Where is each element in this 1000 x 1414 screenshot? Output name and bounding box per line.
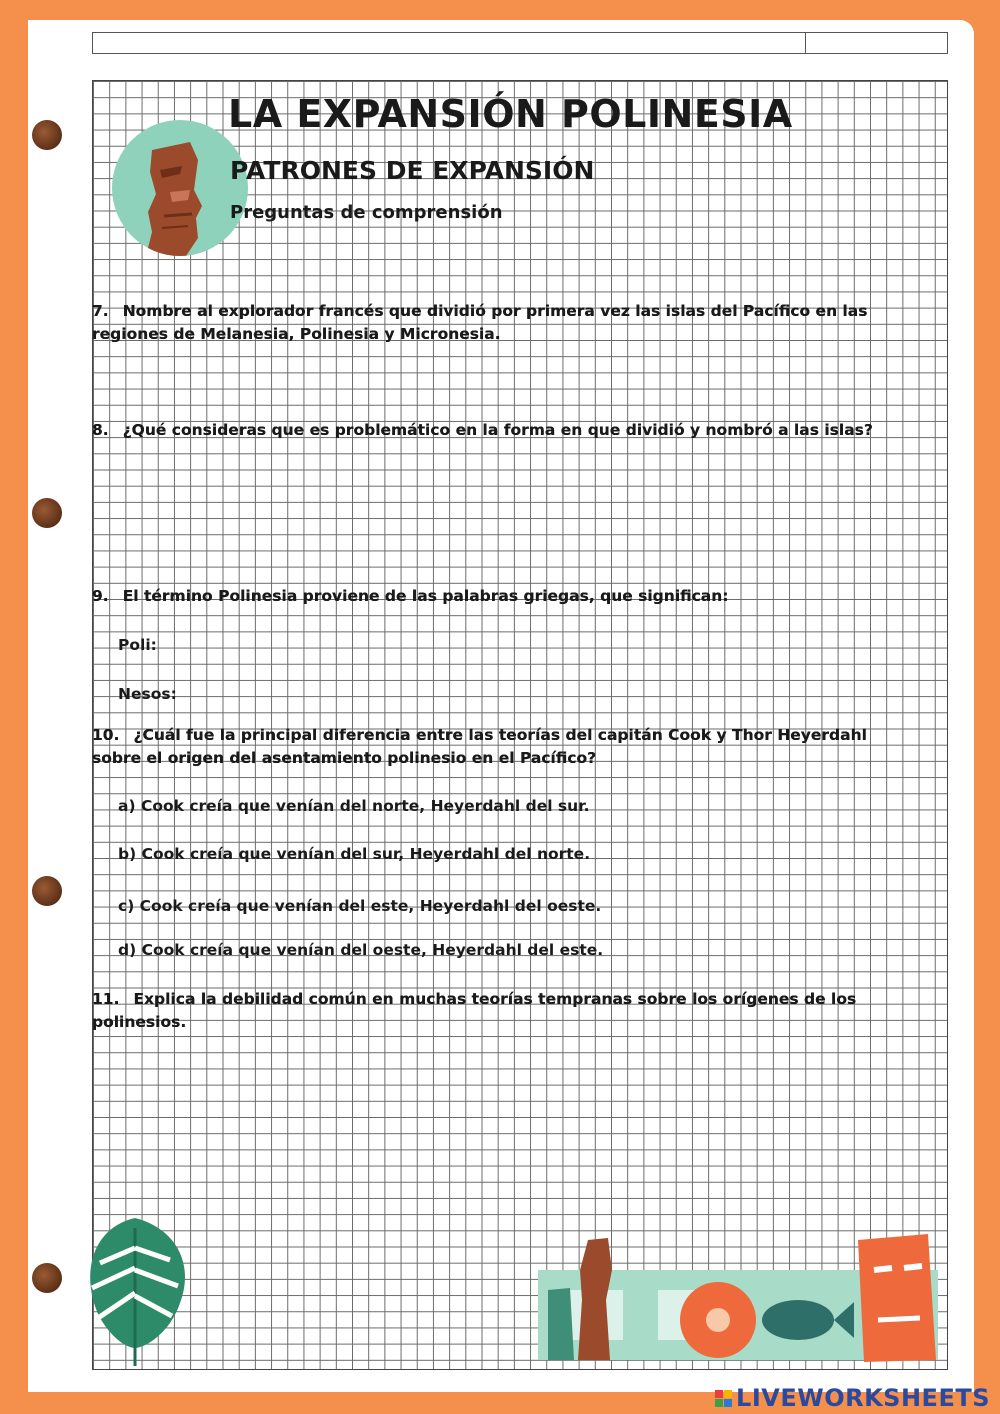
tiki-decoration-icon <box>508 1210 948 1379</box>
question-8 <box>92 419 882 442</box>
question-text: ¿Qué consideras que es problemático en la forma en que dividió y nombró a las islas? <box>122 421 873 439</box>
question-number: 8. <box>92 421 109 439</box>
question-number: 9. <box>92 587 109 605</box>
binder-hole <box>32 876 62 906</box>
question-number: 11. <box>92 990 120 1008</box>
page-title: LA EXPANSIÓN POLINESIA <box>228 92 793 136</box>
moai-icon <box>112 120 248 256</box>
question-7 <box>92 300 882 346</box>
question-number: 7. <box>92 302 109 320</box>
section-heading: Preguntas de comprensión <box>230 202 503 223</box>
binder-hole <box>32 498 62 528</box>
question-text: El término Polinesia proviene de las palabras griegas, que significan: <box>122 587 729 605</box>
question-9 <box>92 585 882 608</box>
brand-mark-icon <box>715 1390 732 1407</box>
binder-hole <box>32 1263 62 1293</box>
q10-option-d[interactable]: d) Cook creía que venían del oeste, Heyerdahl del este. <box>118 941 604 959</box>
worksheet-page <box>28 20 974 1392</box>
question-text: ¿Cuál fue la principal diferencia entre las teorías del capitán Cook y Thor Heyerdahl sobre el origen del asentamiento polinesio en el Pacífico? <box>92 726 867 767</box>
q9-item-poli: Poli: <box>118 636 157 654</box>
q9-item-nesos: Nesos: <box>118 685 177 703</box>
strip-divider <box>805 33 806 53</box>
q10-option-b[interactable]: b) Cook creía que venían del sur, Heyerdahl del norte. <box>118 845 591 863</box>
liveworksheets-logo <box>715 1384 990 1412</box>
question-11 <box>92 988 882 1034</box>
brand-name: LIVEWORKSHEETS <box>736 1384 990 1412</box>
question-text: Nombre al explorador francés que dividió por primera vez las islas del Pacífico en las regiones de Melanesia, Polinesia y Micronesia. <box>92 302 868 343</box>
q10-option-a[interactable]: a) Cook creía que venían del norte, Heyerdahl del sur. <box>118 797 590 815</box>
question-10 <box>92 724 882 770</box>
binder-hole <box>32 120 62 150</box>
q10-option-c[interactable]: c) Cook creía que venían del este, Heyerdahl del oeste. <box>118 897 602 915</box>
name-date-strip <box>92 32 948 54</box>
question-number: 10. <box>92 726 120 744</box>
page-subtitle: PATRONES DE EXPANSIÓN <box>230 156 595 185</box>
question-text: Explica la debilidad común en muchas teorías tempranas sobre los orígenes de los polinesios. <box>92 990 857 1031</box>
monstera-leaf-icon <box>70 1208 200 1372</box>
